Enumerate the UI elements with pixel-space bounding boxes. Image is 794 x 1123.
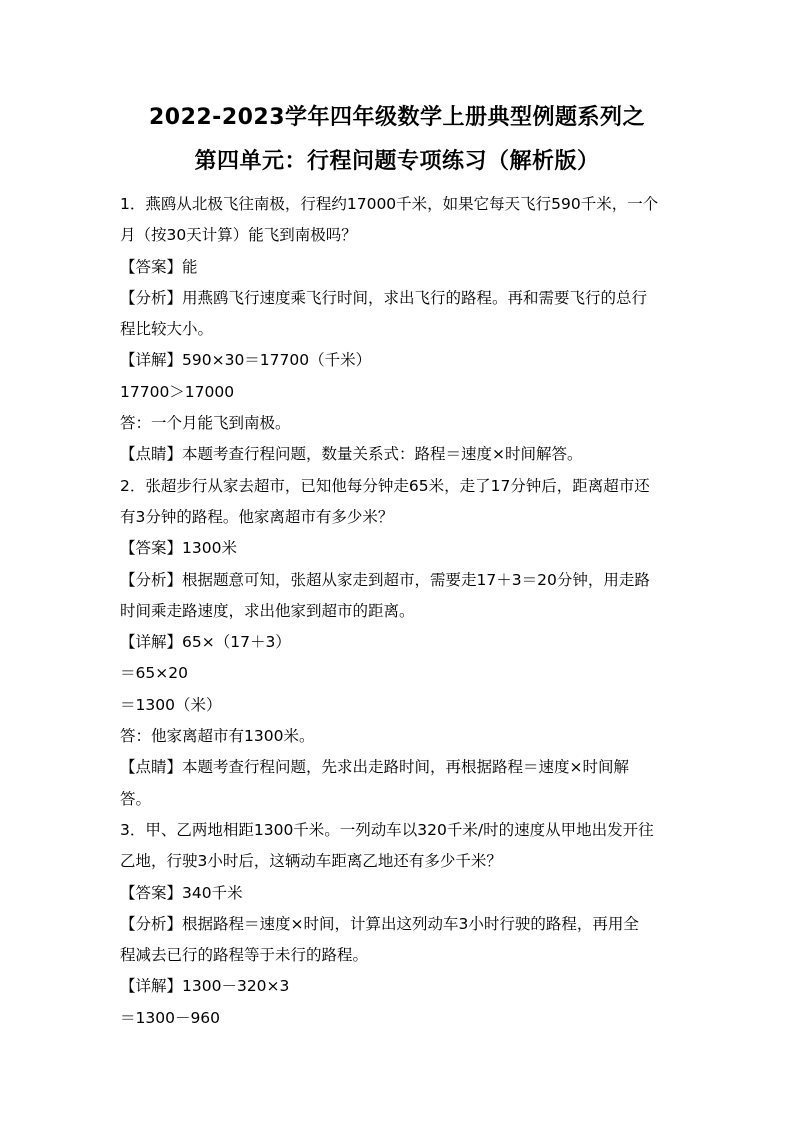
text-line — [120, 815, 680, 846]
section-tag: 【详解】 — [120, 351, 183, 370]
line-text: 本题考查行程问题，先求出走路时间，再根据路程＝速度×时间解 — [182, 758, 630, 777]
line-text: 答：一个月能飞到南极。 — [120, 414, 291, 433]
section-tag: 【答案】 — [120, 883, 183, 902]
text-line — [120, 252, 680, 283]
text-line — [120, 971, 680, 1002]
document-title-line-1: 2022-2023学年四年级数学上册典型例题系列之 — [148, 105, 646, 130]
line-text: 程减去已行的路程等于未行的路程。 — [120, 946, 369, 965]
section-tag: 【分析】 — [120, 570, 183, 589]
text-line — [120, 940, 680, 971]
text-line — [120, 220, 680, 251]
line-text: 65×（17＋3） — [182, 633, 291, 652]
section-tag: 【分析】 — [120, 914, 183, 933]
text-line — [120, 377, 680, 408]
text-line — [120, 565, 680, 596]
text-line — [120, 909, 680, 940]
section-tag: 【答案】 — [120, 257, 183, 276]
line-text: 2．张超步行从家去超市，已知他每分钟走65米，走了17分钟后，距离超市还 — [120, 476, 650, 495]
text-line — [120, 658, 680, 689]
line-text: 程比较大小。 — [120, 320, 214, 339]
text-line — [120, 314, 680, 345]
section-tag: 【点睛】 — [120, 445, 183, 464]
line-text: 时间乘走路速度，求出他家到超市的距离。 — [120, 601, 415, 620]
line-text: 答。 — [120, 789, 152, 808]
text-line — [120, 1003, 680, 1034]
text-line — [120, 283, 680, 314]
line-text: 340千米 — [182, 883, 243, 902]
text-line — [120, 502, 680, 533]
line-text: 1300米 — [182, 539, 237, 558]
line-text: 月（按30天计算）能飞到南极吗？ — [120, 226, 357, 245]
line-text: ＝1300（米） — [120, 695, 222, 714]
line-text: 能 — [182, 257, 198, 276]
text-line — [120, 345, 680, 376]
text-line — [120, 408, 680, 439]
section-tag: 【答案】 — [120, 539, 183, 558]
text-line — [120, 596, 680, 627]
section-tag: 【分析】 — [120, 288, 183, 307]
text-line — [120, 690, 680, 721]
text-line — [120, 752, 680, 783]
section-tag: 【详解】 — [120, 977, 183, 996]
line-text: 本题考查行程问题，数量关系式：路程＝速度×时间解答。 — [182, 445, 583, 464]
text-line — [120, 189, 680, 220]
section-tag: 【点睛】 — [120, 758, 183, 777]
line-text: 有3分钟的路程。他家离超市有多少米？ — [120, 507, 394, 526]
line-text: ＝65×20 — [120, 664, 188, 683]
text-line — [120, 627, 680, 658]
text-line — [120, 471, 680, 502]
line-text: 17700＞17000 — [120, 382, 235, 401]
line-text: 根据题意可知，张超从家走到超市，需要走17＋3＝20分钟，用走路 — [182, 570, 650, 589]
line-text: 根据路程＝速度×时间，计算出这列动车3小时行驶的路程，再用全 — [182, 914, 639, 933]
line-text: 乙地，行驶3小时后，这辆动车距离乙地还有多少千米？ — [120, 852, 502, 871]
section-tag: 【详解】 — [120, 633, 183, 652]
text-line — [120, 721, 680, 752]
text-line — [120, 878, 680, 909]
line-text: 用燕鸥飞行速度乘飞行时间，求出飞行的路程。再和需要飞行的总行 — [182, 288, 648, 307]
line-text: 1．燕鸥从北极飞往南极，行程约17000千米，如果它每天飞行590千米，一个 — [120, 195, 659, 213]
line-text: 590×30＝17700（千米） — [182, 351, 372, 370]
line-text: 1300－320×3 — [182, 977, 290, 996]
line-text: 答：他家离超市有1300米。 — [120, 727, 315, 746]
line-text: 3．甲、乙两地相距1300千米。一列动车以320千米/时的速度从甲地出发开往 — [120, 820, 654, 839]
text-line — [120, 439, 680, 470]
line-text: ＝1300－960 — [120, 1008, 221, 1027]
text-line — [120, 846, 680, 877]
document-title-line-2: 第四单元：行程问题专项练习（解析版） — [194, 149, 600, 174]
text-line — [120, 533, 680, 564]
document-body — [120, 189, 680, 1034]
text-line — [120, 784, 680, 815]
